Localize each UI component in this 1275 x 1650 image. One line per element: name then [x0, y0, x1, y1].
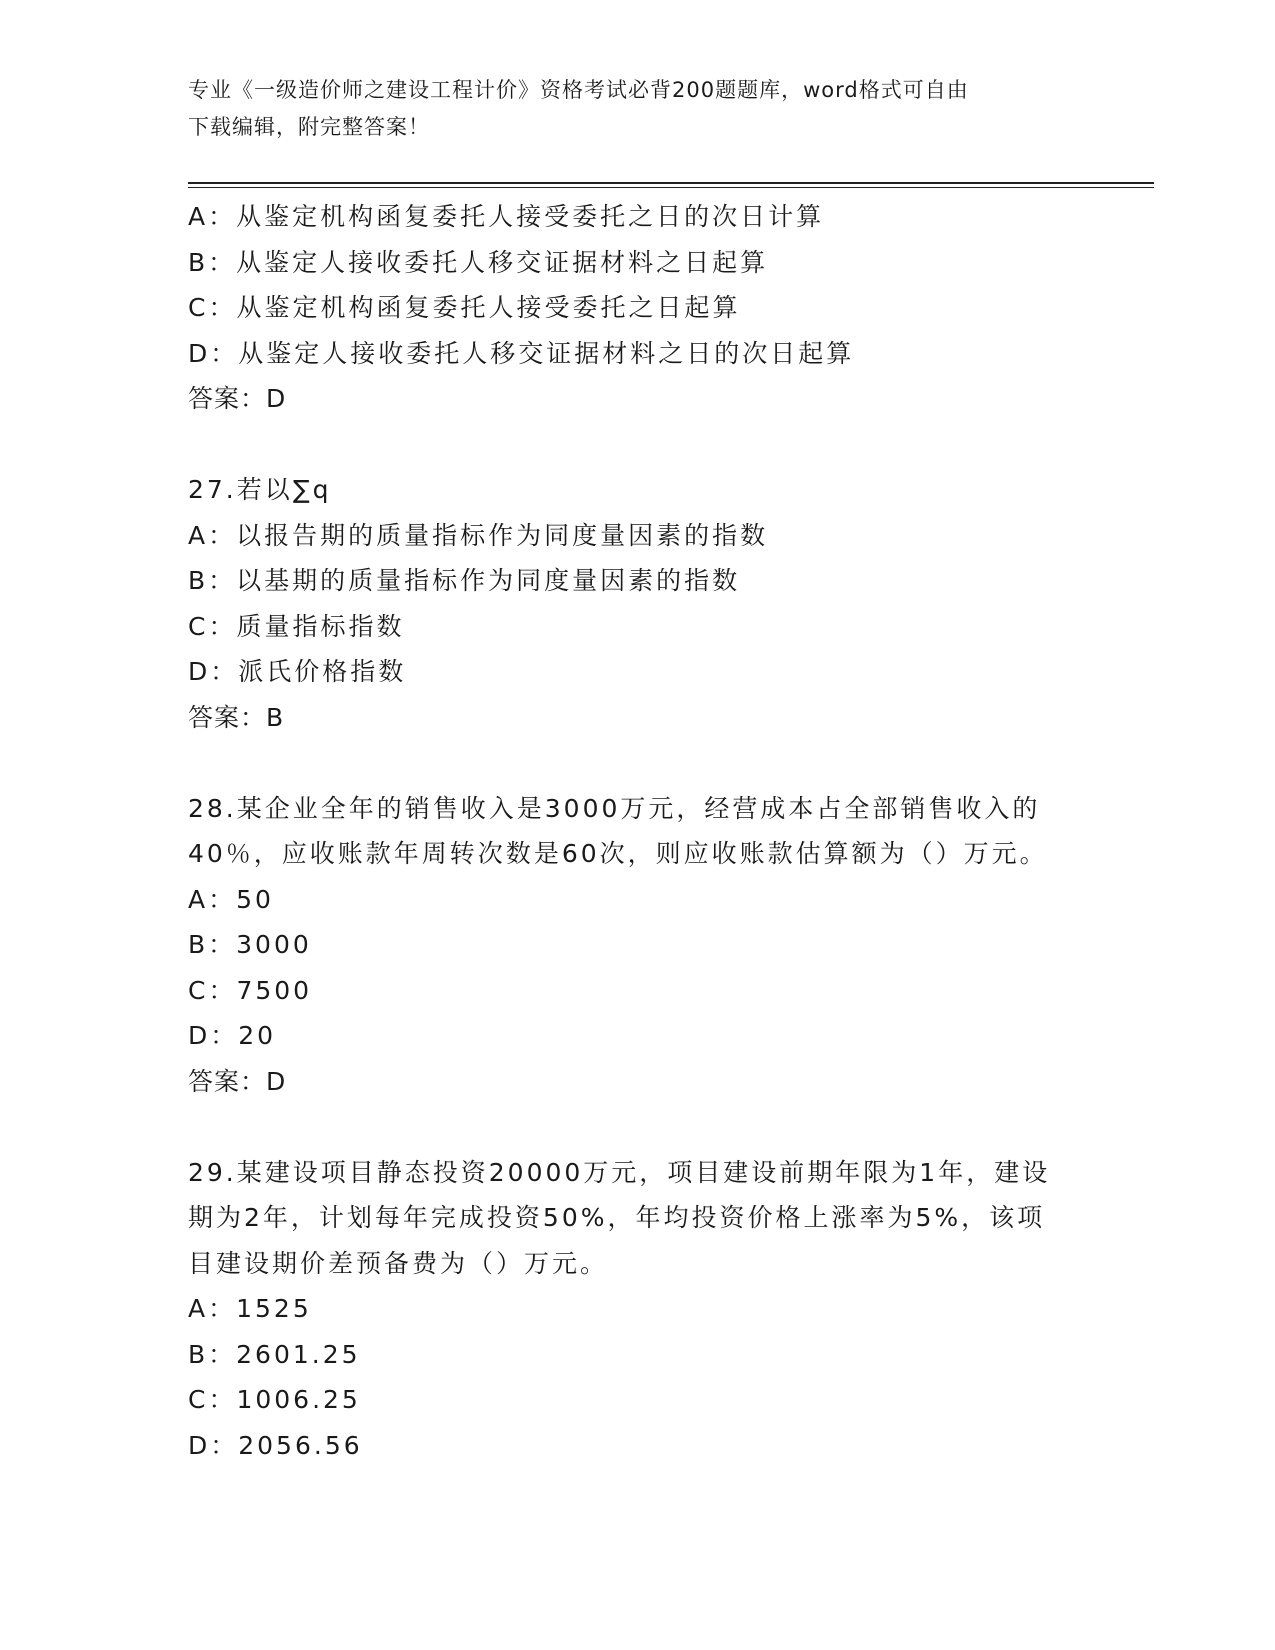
option-d: D：从鉴定人接收委托人移交证据材料之日的次日起算 — [188, 338, 855, 368]
option-c: C：7500 — [188, 975, 313, 1005]
spacer — [188, 1104, 1158, 1150]
option-d: D：派氏价格指数 — [188, 657, 407, 686]
question-stem-line-3: 目建设期价差预备费为（）万元。 — [188, 1248, 609, 1278]
question-stem-line-2: 40％，应收账款年周转次数是60次，则应收账款估算额为（）万元。 — [188, 839, 1048, 868]
spacer — [188, 422, 1158, 468]
answer: 答案：D — [188, 1066, 287, 1096]
option-c: C：从鉴定机构函复委托人接受委托之日起算 — [188, 293, 741, 322]
spacer — [188, 740, 1158, 786]
option-b: B：从鉴定人接收委托人移交证据材料之日起算 — [188, 247, 769, 277]
option-a: A：50 — [188, 884, 274, 914]
question-27 — [188, 467, 1158, 740]
answer: 答案：B — [188, 702, 285, 732]
option-d: D：20 — [188, 1021, 277, 1050]
question-29 — [188, 1150, 1158, 1469]
header-divider — [188, 182, 1154, 188]
question-stem-line-2: 期为2年，计划每年完成投资50%，年均投资价格上涨率为5%，该项 — [188, 1203, 1046, 1232]
header-line-2: 下载编辑，附完整答案！ — [188, 115, 430, 139]
question-list — [188, 194, 1158, 1468]
answer: 答案：D — [188, 384, 287, 413]
header-line-1: 专业《一级造价师之建设工程计价》资格考试必背200题题库，word格式可自由 — [188, 78, 969, 102]
option-c: C：1006.25 — [188, 1385, 361, 1414]
question-stem: 27.若以∑q — [188, 475, 332, 504]
question-28 — [188, 786, 1158, 1105]
option-a: A：从鉴定机构函复委托人接受委托之日的次日计算 — [188, 202, 825, 231]
question-stem-line-1: 28.某企业全年的销售收入是3000万元，经营成本占全部销售收入的 — [188, 793, 1041, 823]
option-c: C：质量指标指数 — [188, 611, 405, 641]
option-a: A：以报告期的质量指标作为同度量因素的指数 — [188, 520, 769, 550]
question-26 — [188, 194, 1158, 422]
option-b: B：3000 — [188, 930, 312, 959]
document-header — [188, 72, 1158, 146]
document-page — [188, 72, 1158, 1468]
option-a: A：1525 — [188, 1294, 312, 1323]
question-stem-line-1: 29.某建设项目静态投资20000万元，项目建设前期年限为1年，建设 — [188, 1157, 1051, 1187]
option-b: B：2601.25 — [188, 1339, 361, 1369]
option-d: D：2056.56 — [188, 1430, 363, 1460]
option-b: B：以基期的质量指标作为同度量因素的指数 — [188, 566, 741, 595]
